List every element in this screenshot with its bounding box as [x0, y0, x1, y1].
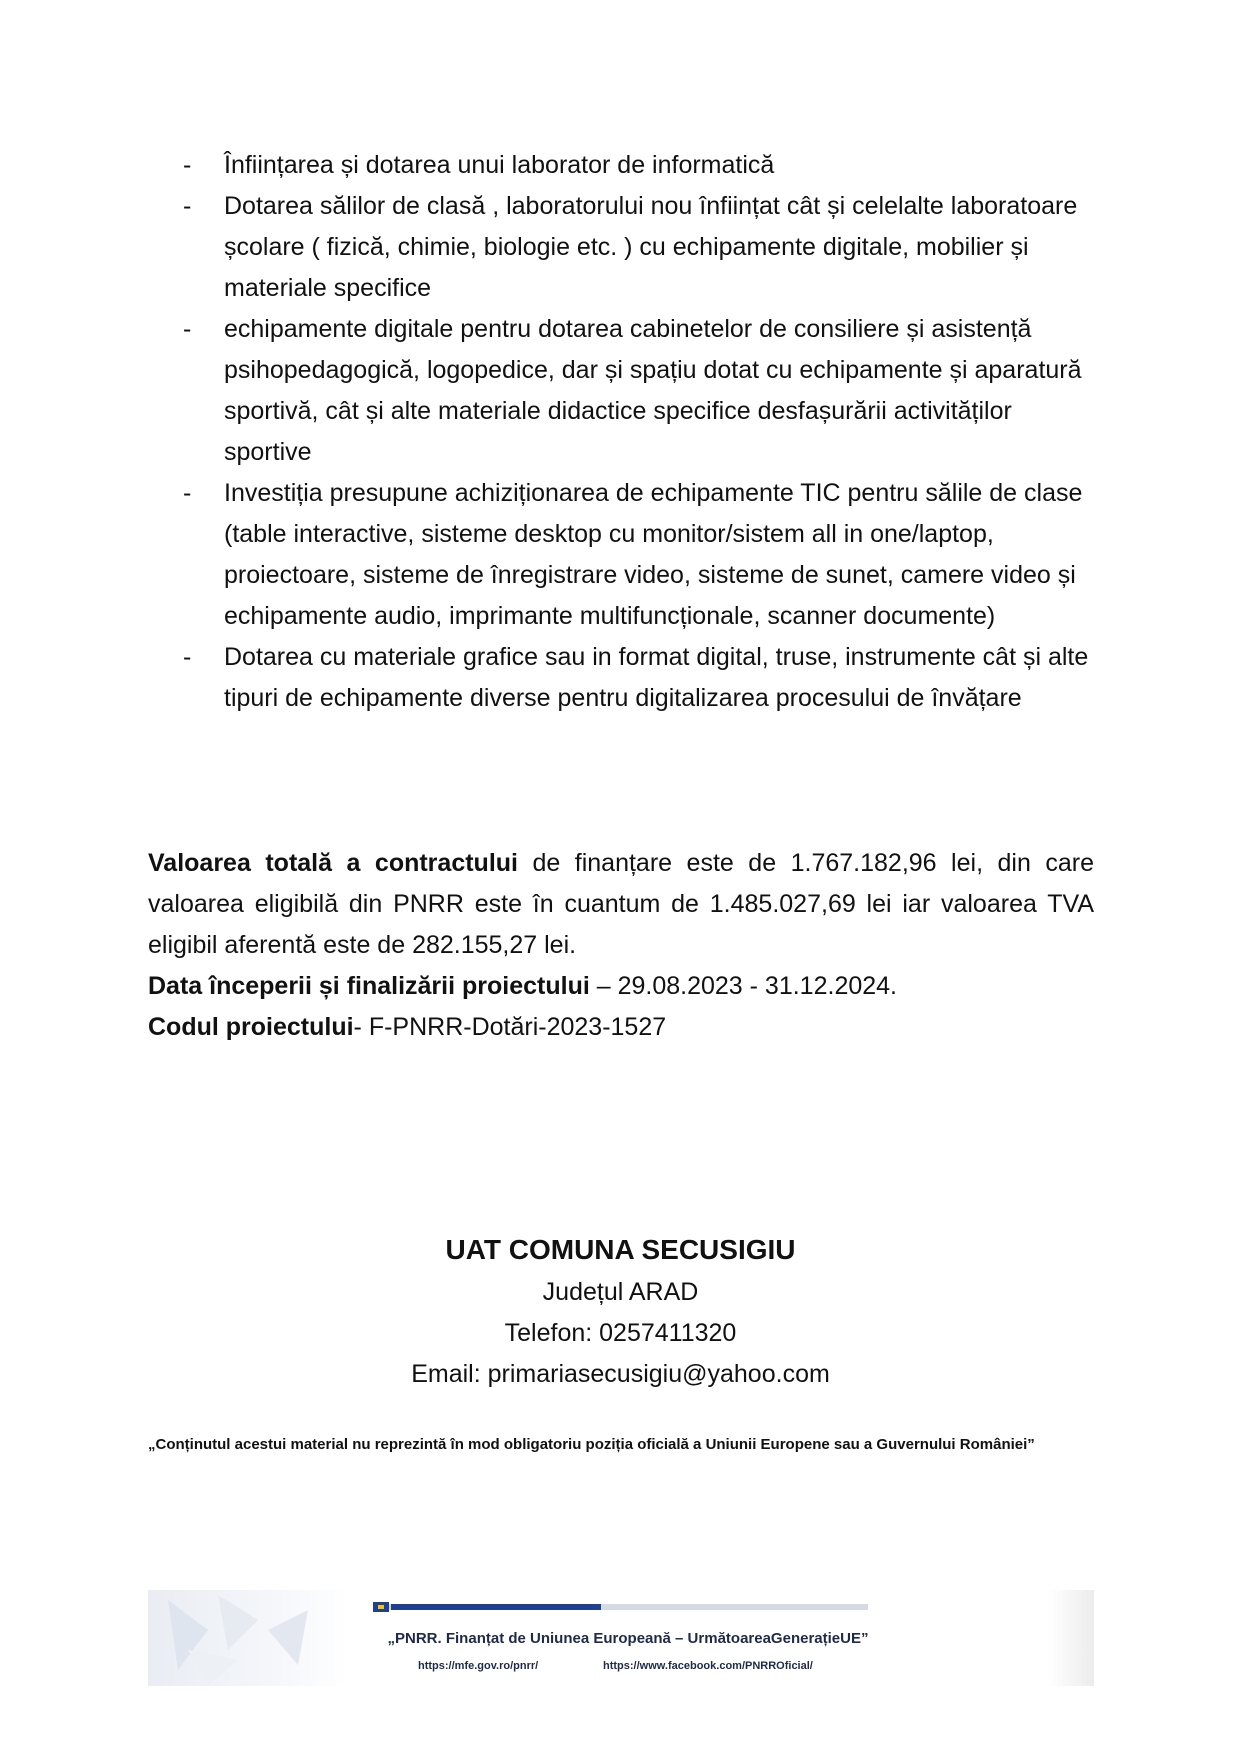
contact-block [0, 1228, 1241, 1395]
project-code-label: Codul proiectului [148, 1013, 354, 1041]
project-code [148, 1007, 1094, 1048]
county-line: Județul ARAD [542, 1278, 699, 1306]
list-item: - Dotarea sălilor de clasă , laboratorului nou înființat cât și celelalte laboratoare școlare ( fizică, chimie, biologie etc. ) cu echipamente digitale, mobilier și materiale specifice [183, 192, 1078, 302]
contract-summary [148, 843, 1094, 1048]
list-item: - Dotarea cu materiale grafice sau in format digital, truse, instrumente cât și alte tipuri de echipamente diverse pentru digitalizarea procesului de învățare [183, 643, 1089, 712]
mfe-link[interactable]: https://mfe.gov.ro/pnrr/ [418, 1660, 539, 1672]
email-line: Email: primariasecusigiu@yahoo.com [411, 1360, 830, 1388]
eu-flag-icon [373, 1604, 868, 1610]
facebook-link[interactable]: https://www.facebook.com/PNRROficial/ [603, 1660, 813, 1672]
investment-list [183, 145, 1103, 719]
disclaimer: „Conținutul acestui material nu reprezintă în mod obligatoriu poziția oficială a Uniunii Europene sau a Guvernului României” [148, 1436, 1035, 1453]
contract-value-label: Valoarea totală a contractului [148, 849, 518, 877]
contract-value-text: de finanțare este de 1.767.182,96 lei, din care valoarea eligibilă din PNRR este în cuantum de 1.485.027,69 lei iar valoarea TVA eligibil aferentă este de 282.155,27 lei. [148, 849, 1094, 959]
project-dates-text: – 29.08.2023 - 31.12.2024. [589, 972, 897, 1000]
pnrr-slogan: „PNRR. Finanțat de Uniunea Europeană – UrmătoareaGenerațieUE” [387, 1630, 869, 1647]
decorative-edge [1048, 1590, 1094, 1686]
contract-value-paragraph [148, 843, 1094, 966]
decorative-pattern-icon [148, 1590, 348, 1686]
list-item: - Înființarea și dotarea unui laborator de informatică [183, 151, 775, 179]
project-dates-label: Data începerii și finalizării proiectului [148, 972, 590, 1000]
project-dates [148, 966, 1094, 1007]
list-item: - echipamente digitale pentru dotarea cabinetelor de consiliere și asistență psihopedagogică, logopedice, dar și spațiu dotat cu echipamente și aparatură sportivă, cât și alte materiale didactice specifice desfașurării activităților sportive [183, 315, 1082, 466]
institution-title: UAT COMUNA SECUSIGIU [445, 1234, 796, 1265]
pnrr-footer-banner [148, 1590, 1094, 1686]
phone-line: Telefon: 0257411320 [504, 1319, 737, 1347]
project-code-text: - F-PNRR-Dotări-2023-1527 [353, 1013, 667, 1041]
list-item: - Investiția presupune achiziționarea de echipamente TIC pentru sălile de clase (table interactive, sisteme desktop cu monitor/sistem all in one/laptop, proiectoare, sisteme de înregistrare video, sisteme de sunet, camere video și echipamente audio, imprimante multifuncționale, scanner documente) [183, 479, 1083, 630]
